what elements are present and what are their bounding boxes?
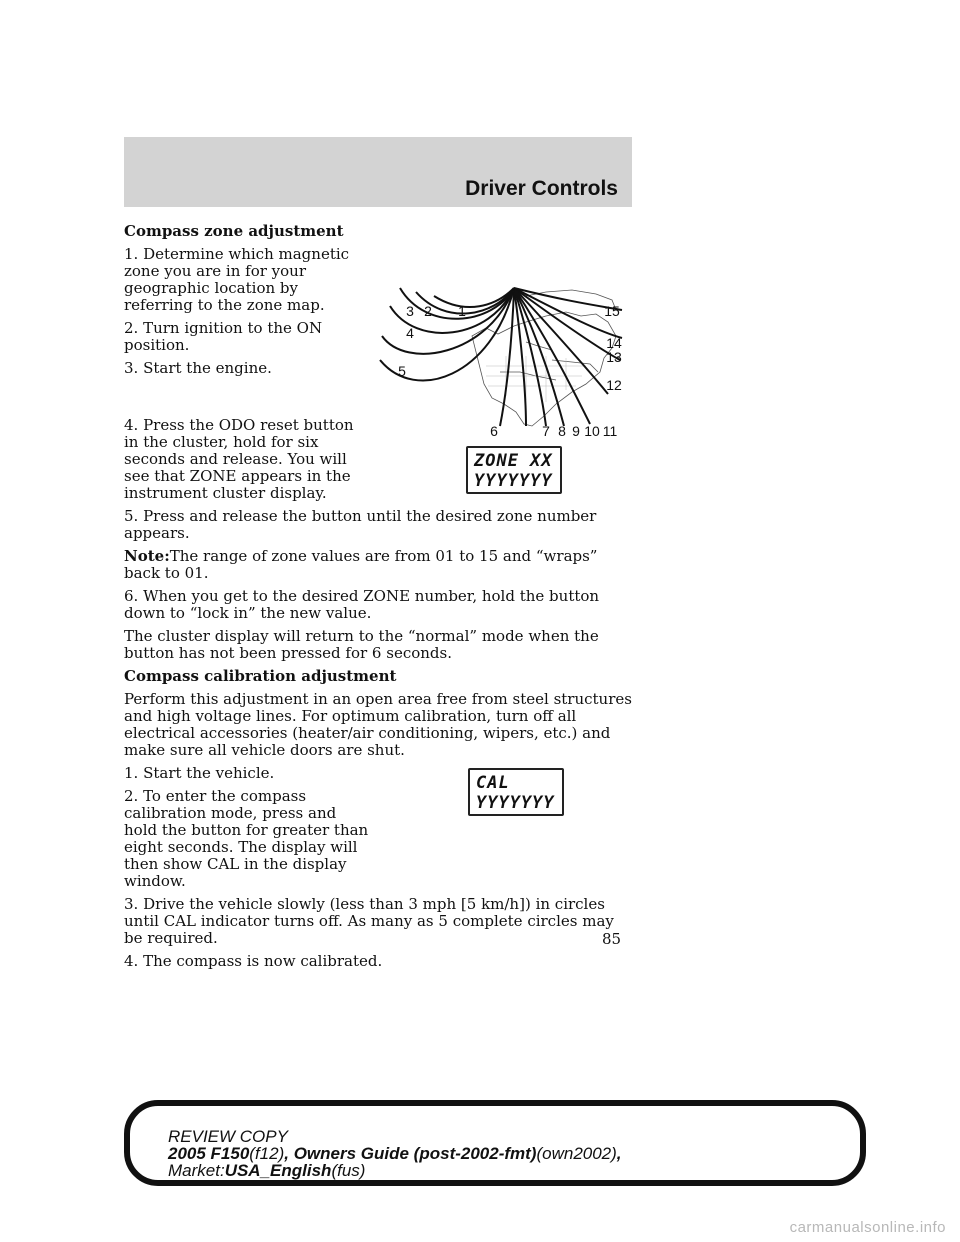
watermark: carmanualsonline.info [789,1219,946,1236]
section-title: Driver Controls [465,177,618,200]
zone-label-14: 14 [606,335,622,351]
calibration-heading: Compass calibration adjustment [124,667,397,685]
zone-label-7: 7 [542,423,550,439]
calibration-intro: Perform this adjustment in an open area free from steel structures and high voltage lines. For optimum calibration, turn off all electrical accessories (heater/air conditioning, wipers, etc.) and make sure all vehicle doors are shut. [124,690,632,759]
zone-step-5: 5. Press and release the button until the desired zone number appears. [124,507,597,542]
lcd-cal-line2: YYYYYYY [476,793,555,813]
zone-label-6: 6 [490,423,498,439]
footer-market-code: (fus) [331,1161,366,1180]
footer-model-code: (f12) [249,1144,285,1163]
footer-guide-title: , Owners Guide (post-2002-fmt) [284,1144,537,1163]
zone-label-5: 5 [398,363,406,379]
zone-label-9: 9 [572,423,580,439]
zone-step-1: 1. Determine which magnetic zone you are in for your geographic location by referring to the zone map. [124,245,350,314]
zone-label-2: 2 [424,303,432,319]
note-text: The range of zone values are from 01 to 15 and “wraps” back to 01. [124,547,598,582]
zone-label-4: 4 [406,325,414,341]
zone-step-3: 3. Start the engine. [124,359,272,377]
zone-label-12: 12 [606,377,622,393]
footer-market-label: Market: [168,1161,225,1180]
zone-label-10: 10 [584,423,600,439]
lcd-cal-line1: CAL [476,773,510,793]
zone-note [124,548,632,582]
zone-label-15: 15 [604,303,620,319]
zone-return-text: The cluster display will return to the “normal” mode when the button has not been pressed for 6 seconds. [124,627,599,662]
zone-label-1: 1 [458,303,466,319]
zone-step-4: 4. Press the ODO reset button in the cluster, hold for six seconds and release. You will see that ZONE appears in the instrument cluster display. [124,416,354,502]
section-header-band [124,137,632,207]
page-content [124,223,632,976]
footer-line-3 [168,1162,860,1179]
zone-label-13: 13 [606,349,622,365]
footer-market: USA_English [224,1161,332,1180]
cal-display-lcd [468,768,564,816]
page-number: 85 [602,930,622,948]
zone-heading: Compass zone adjustment [124,222,344,240]
zone-step-2: 2. Turn ignition to the ON position. [124,319,323,354]
calibration-step-3: 3. Drive the vehicle slowly (less than 3 mph [5 km/h]) in circles until CAL indicator turns off. As many as 5 complete circles may be required. [124,895,614,947]
footer-model: 2005 F150 [168,1144,250,1163]
zone-label-3: 3 [406,303,414,319]
lcd-zone-line2: YYYYYYY [474,471,553,491]
review-copy-footer [124,1100,866,1186]
calibration-step-4: 4. The compass is now calibrated. [124,952,383,970]
calibration-step-1: 1. Start the vehicle. [124,764,275,782]
footer-line-2 [168,1145,860,1162]
footer-comma: , [616,1144,622,1163]
calibration-step-2: 2. To enter the compass calibration mode, press and hold the button for greater than eight seconds. The display will then show CAL in the display window. [124,787,369,890]
zone-step-6: 6. When you get to the desired ZONE number, hold the button down to “lock in” the new value. [124,587,600,622]
zone-map-figure [376,276,624,440]
footer-line-1: REVIEW COPY [168,1127,288,1146]
footer-guide-code: (own2002) [536,1144,617,1163]
zone-map [376,276,624,440]
zone-label-11: 11 [602,423,618,439]
zone-label-8: 8 [558,423,566,439]
lcd-zone-line1: ZONE XX [474,451,553,471]
note-label: Note: [124,547,170,565]
zone-display-lcd [466,446,562,494]
